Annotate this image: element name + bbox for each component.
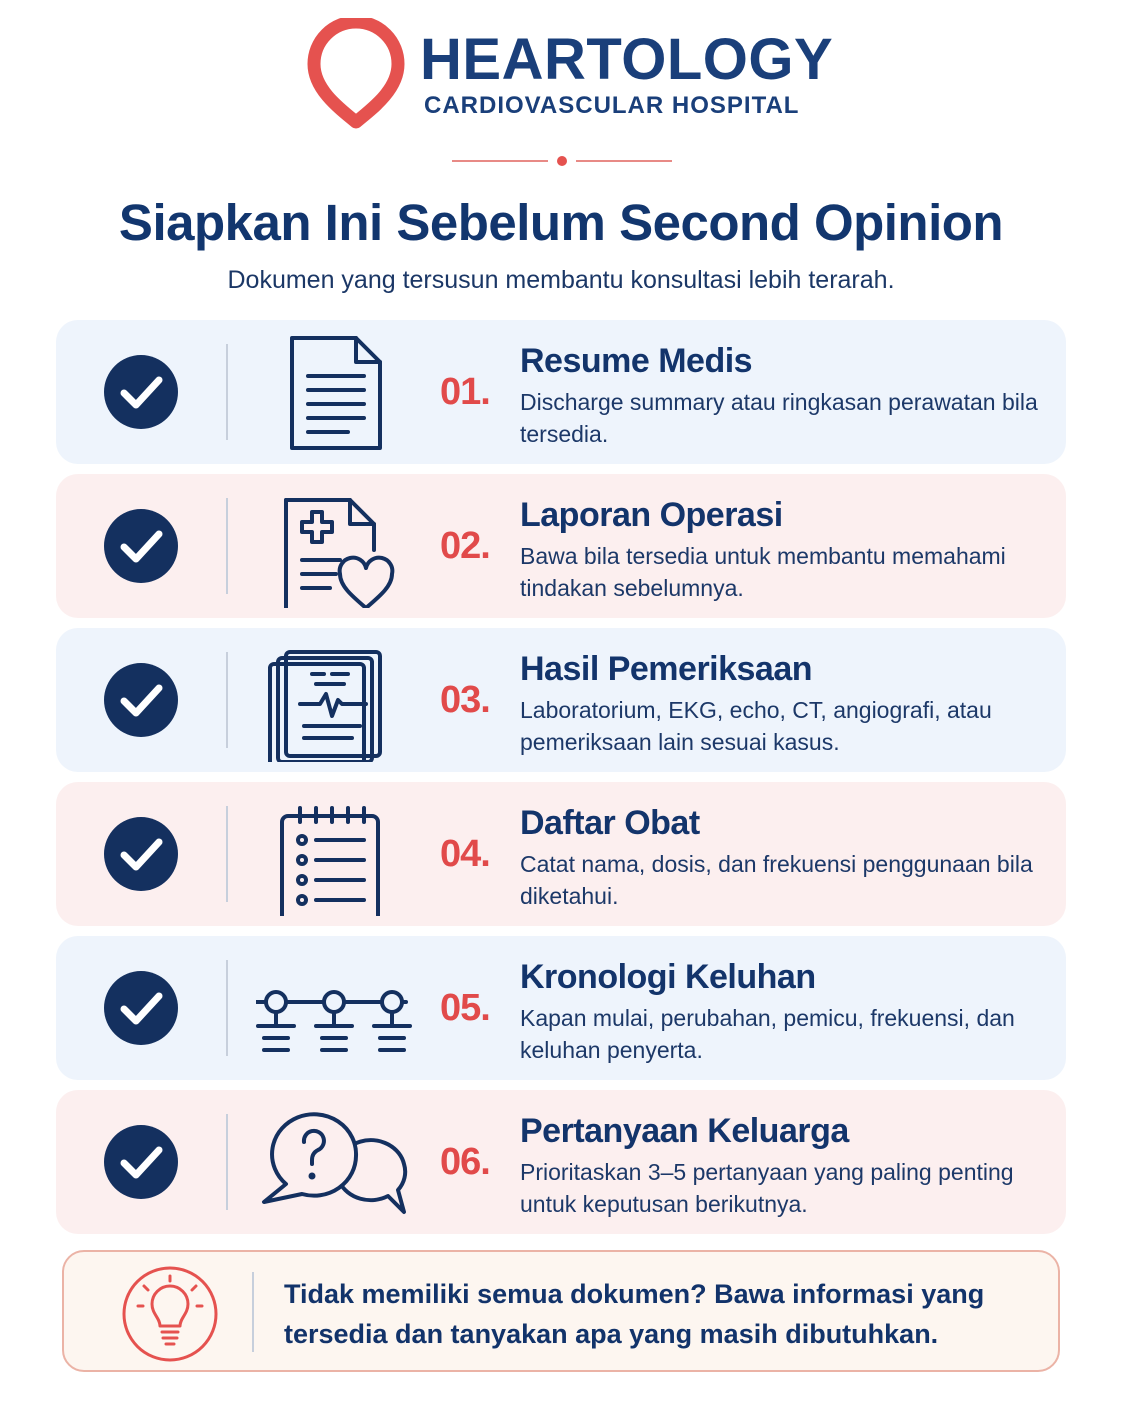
page-title: Siapkan Ini Sebelum Second Opinion <box>118 194 1004 251</box>
header <box>0 0 1122 140</box>
card-separator <box>226 960 228 1056</box>
question-chat-icon <box>256 1100 426 1224</box>
item-number: 05. <box>440 987 490 1029</box>
checklist-item-resume-medis <box>56 320 1066 464</box>
item-title: Resume Medis <box>520 342 753 380</box>
item-description: Bawa bila tersedia untuk membantu memahami tindakan sebelumnya. <box>520 543 1006 601</box>
check-icon <box>102 969 180 1047</box>
medical-report-heart-icon <box>256 484 426 608</box>
check-icon <box>102 815 180 893</box>
item-number: 03. <box>440 679 490 721</box>
lightbulb-icon <box>122 1266 218 1362</box>
card-separator <box>226 652 228 748</box>
checklist-item-kronologi-keluhan <box>56 936 1066 1080</box>
tip-separator <box>252 1272 254 1352</box>
item-description: Discharge summary atau ringkasan perawatan bila tersedia. <box>520 389 1038 447</box>
card-separator <box>226 498 228 594</box>
item-description: Prioritaskan 3–5 pertanyaan yang paling penting untuk keputusan berikutnya. <box>520 1159 1014 1217</box>
checklist-item-laporan-operasi <box>56 474 1066 618</box>
item-description: Catat nama, dosis, dan frekuensi penggunaan bila diketahui. <box>520 851 1033 909</box>
title-divider <box>452 154 672 168</box>
item-description: Kapan mulai, perubahan, pemicu, frekuensi, dan keluhan penyerta. <box>520 1005 1015 1063</box>
timeline-icon <box>256 946 426 1070</box>
heart-pin-logo-icon <box>306 18 406 130</box>
card-separator <box>226 344 228 440</box>
tip-text: Tidak memiliki semua dokumen? Bawa informasi yang tersedia dan tanyakan apa yang masih dibutuhkan. <box>284 1279 985 1349</box>
brand-name: HEARTOLOGY <box>420 27 834 92</box>
item-title: Laporan Operasi <box>520 496 783 534</box>
item-title: Daftar Obat <box>520 804 700 842</box>
tip-box <box>62 1250 1060 1372</box>
check-icon <box>102 661 180 739</box>
brand-subtitle: CARDIOVASCULAR HOSPITAL <box>424 92 800 119</box>
document-icon <box>256 330 426 454</box>
check-icon <box>102 507 180 585</box>
check-icon <box>102 1123 180 1201</box>
check-icon <box>102 353 180 431</box>
item-number: 01. <box>440 371 490 413</box>
checklist-item-pertanyaan-keluarga <box>56 1090 1066 1234</box>
checklist-item-daftar-obat <box>56 782 1066 926</box>
ecg-report-stack-icon <box>256 638 426 762</box>
item-title: Pertanyaan Keluarga <box>520 1112 849 1150</box>
notepad-list-icon <box>256 792 426 916</box>
item-title: Kronologi Keluhan <box>520 958 816 996</box>
page-subtitle: Dokumen yang tersusun membantu konsultasi lebih terarah. <box>227 266 895 294</box>
item-number: 04. <box>440 833 490 875</box>
item-number: 06. <box>440 1141 490 1183</box>
item-description: Laboratorium, EKG, echo, CT, angiografi, atau pemeriksaan lain sesuai kasus. <box>520 697 992 755</box>
card-separator <box>226 806 228 902</box>
checklist-item-hasil-pemeriksaan <box>56 628 1066 772</box>
item-number: 02. <box>440 525 490 567</box>
item-title: Hasil Pemeriksaan <box>520 650 813 688</box>
card-separator <box>226 1114 228 1210</box>
